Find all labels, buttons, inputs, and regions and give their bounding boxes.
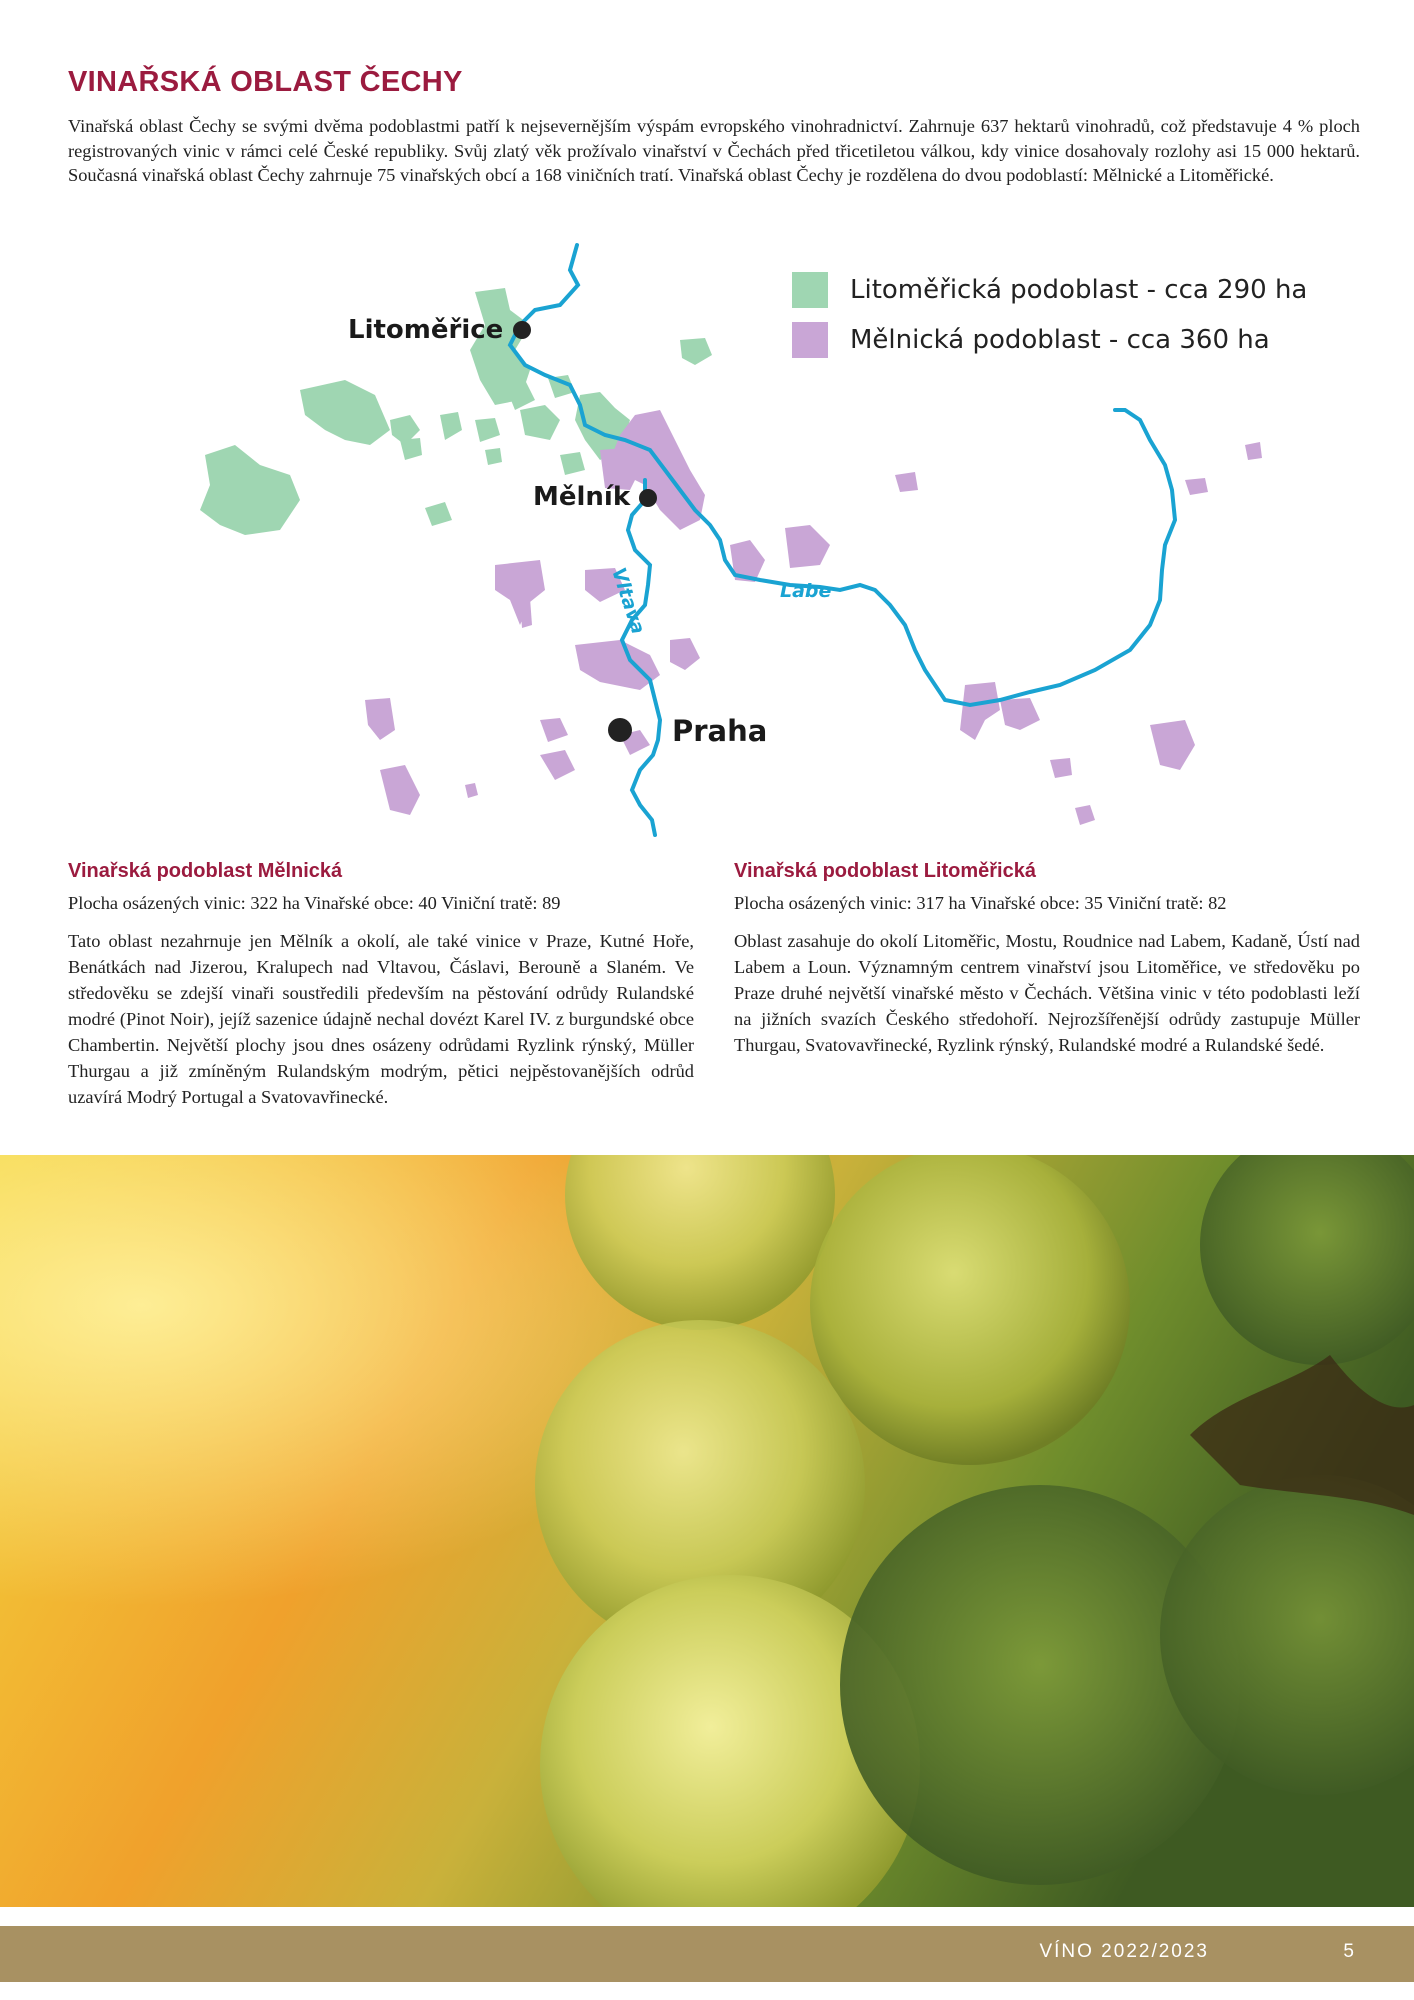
map-legend [792,272,1307,372]
melnicka-areas [365,410,1262,825]
section-heading-litomericka: Vinařská podoblast Litoměřická [734,860,1036,882]
page-title: VINAŘSKÁ OBLAST ČECHY [68,66,463,98]
section-stats-litomericka: Plocha osázených vinic: 317 ha Vinařské obce: 35 Viniční tratě: 82 [734,893,1227,913]
section-melnicka [68,860,694,1110]
section-stats-melnicka: Plocha osázených vinic: 322 ha Vinařské obce: 40 Viniční tratě: 89 [68,893,561,913]
grapes-photo [0,1155,1414,1907]
river-label-labe: Labe [780,580,832,602]
litomerice-dot [513,321,531,339]
city-label-litomerice: Litoměřice [348,315,504,345]
legend-item-litomericka [792,272,1307,308]
legend-swatch-green [792,272,828,308]
footer-page-number: 5 [1343,1941,1354,1962]
section-litomericka [734,860,1360,1058]
intro-paragraph: Vinařská oblast Čechy se svými dvěma podoblastmi patří k nejsevernějším výspám evropského vinohradnictví. Zahrnuje 637 hektarů vinohradů, což představuje 4 % ploch registrovaných vinic v rámci celé České republiky. Svůj zlatý věk prožívalo vinařství v Čechách před třicetiletou válkou, kdy vinice dosahovaly rozlohy asi 15 000 hektarů. Současná vinařská oblast Čechy zahrnuje 75 vinařských obcí a 168 viničních tratí. Vinařská oblast Čechy je rozdělena do dvou podoblastí: Mělnické a Litoměřické. [68,116,1360,185]
legend-label-melnicka: Mělnická podoblast - cca 360 ha [850,325,1270,355]
section-heading-melnicka: Vinařská podoblast Mělnická [68,860,343,882]
section-body-litomericka: Oblast zasahuje do okolí Litoměřic, Mostu, Roudnice nad Labem, Kadaně, Ústí nad Labem a Loun. Významným centrem vinařství jsou Litoměřice, ve středověku po Praze druhé největší vinařské město v Čechách. Většina vinic v této podoblasti leží na jižních svazích Českého středohoří. Nejrozšířenější odrůdy zastupuje Müller Thurgau, Svatovavřinecké, Ryzlink rýnský, Rulandské modré a Rulandské šedé. [734,931,1360,1055]
page-footer [0,1926,1414,1982]
legend-label-litomericka: Litoměřická podoblast - cca 290 ha [850,275,1308,305]
praha-dot [608,718,632,742]
legend-item-melnicka [792,322,1307,358]
section-body-melnicka: Tato oblast nezahrnuje jen Mělník a okolí, ale také vinice v Praze, Kutné Hoře, Benátkách nad Jizerou, Kralupech nad Vltavou, Čáslavi, Berouně a Slaném. Ve středověku se zdejší vinaři soustředili především na pěstování odrůdy Rulandské modré (Pinot Noir), jejíž sazenice údajně nechal dovézt Karel IV. z burgundské obce Chambertin. Největší plochy jsou dnes osázeny odrůdami Ryzlink rýnský, Müller Thurgau a již zmíněným Rulandským modrým, pětici nejpěstovanějších odrůd uzavírá Modrý Portugal a Svatovavřinecké. [68,931,694,1107]
footer-publication-title: VÍNO 2022/2023 [1039,1941,1209,1962]
grapes-illustration [0,1155,1414,1907]
city-label-melnik: Mělník [533,482,631,512]
melnik-dot [639,489,657,507]
legend-swatch-purple [792,322,828,358]
river-label-vltava: Vltava [607,565,650,637]
city-label-praha: Praha [672,714,768,748]
